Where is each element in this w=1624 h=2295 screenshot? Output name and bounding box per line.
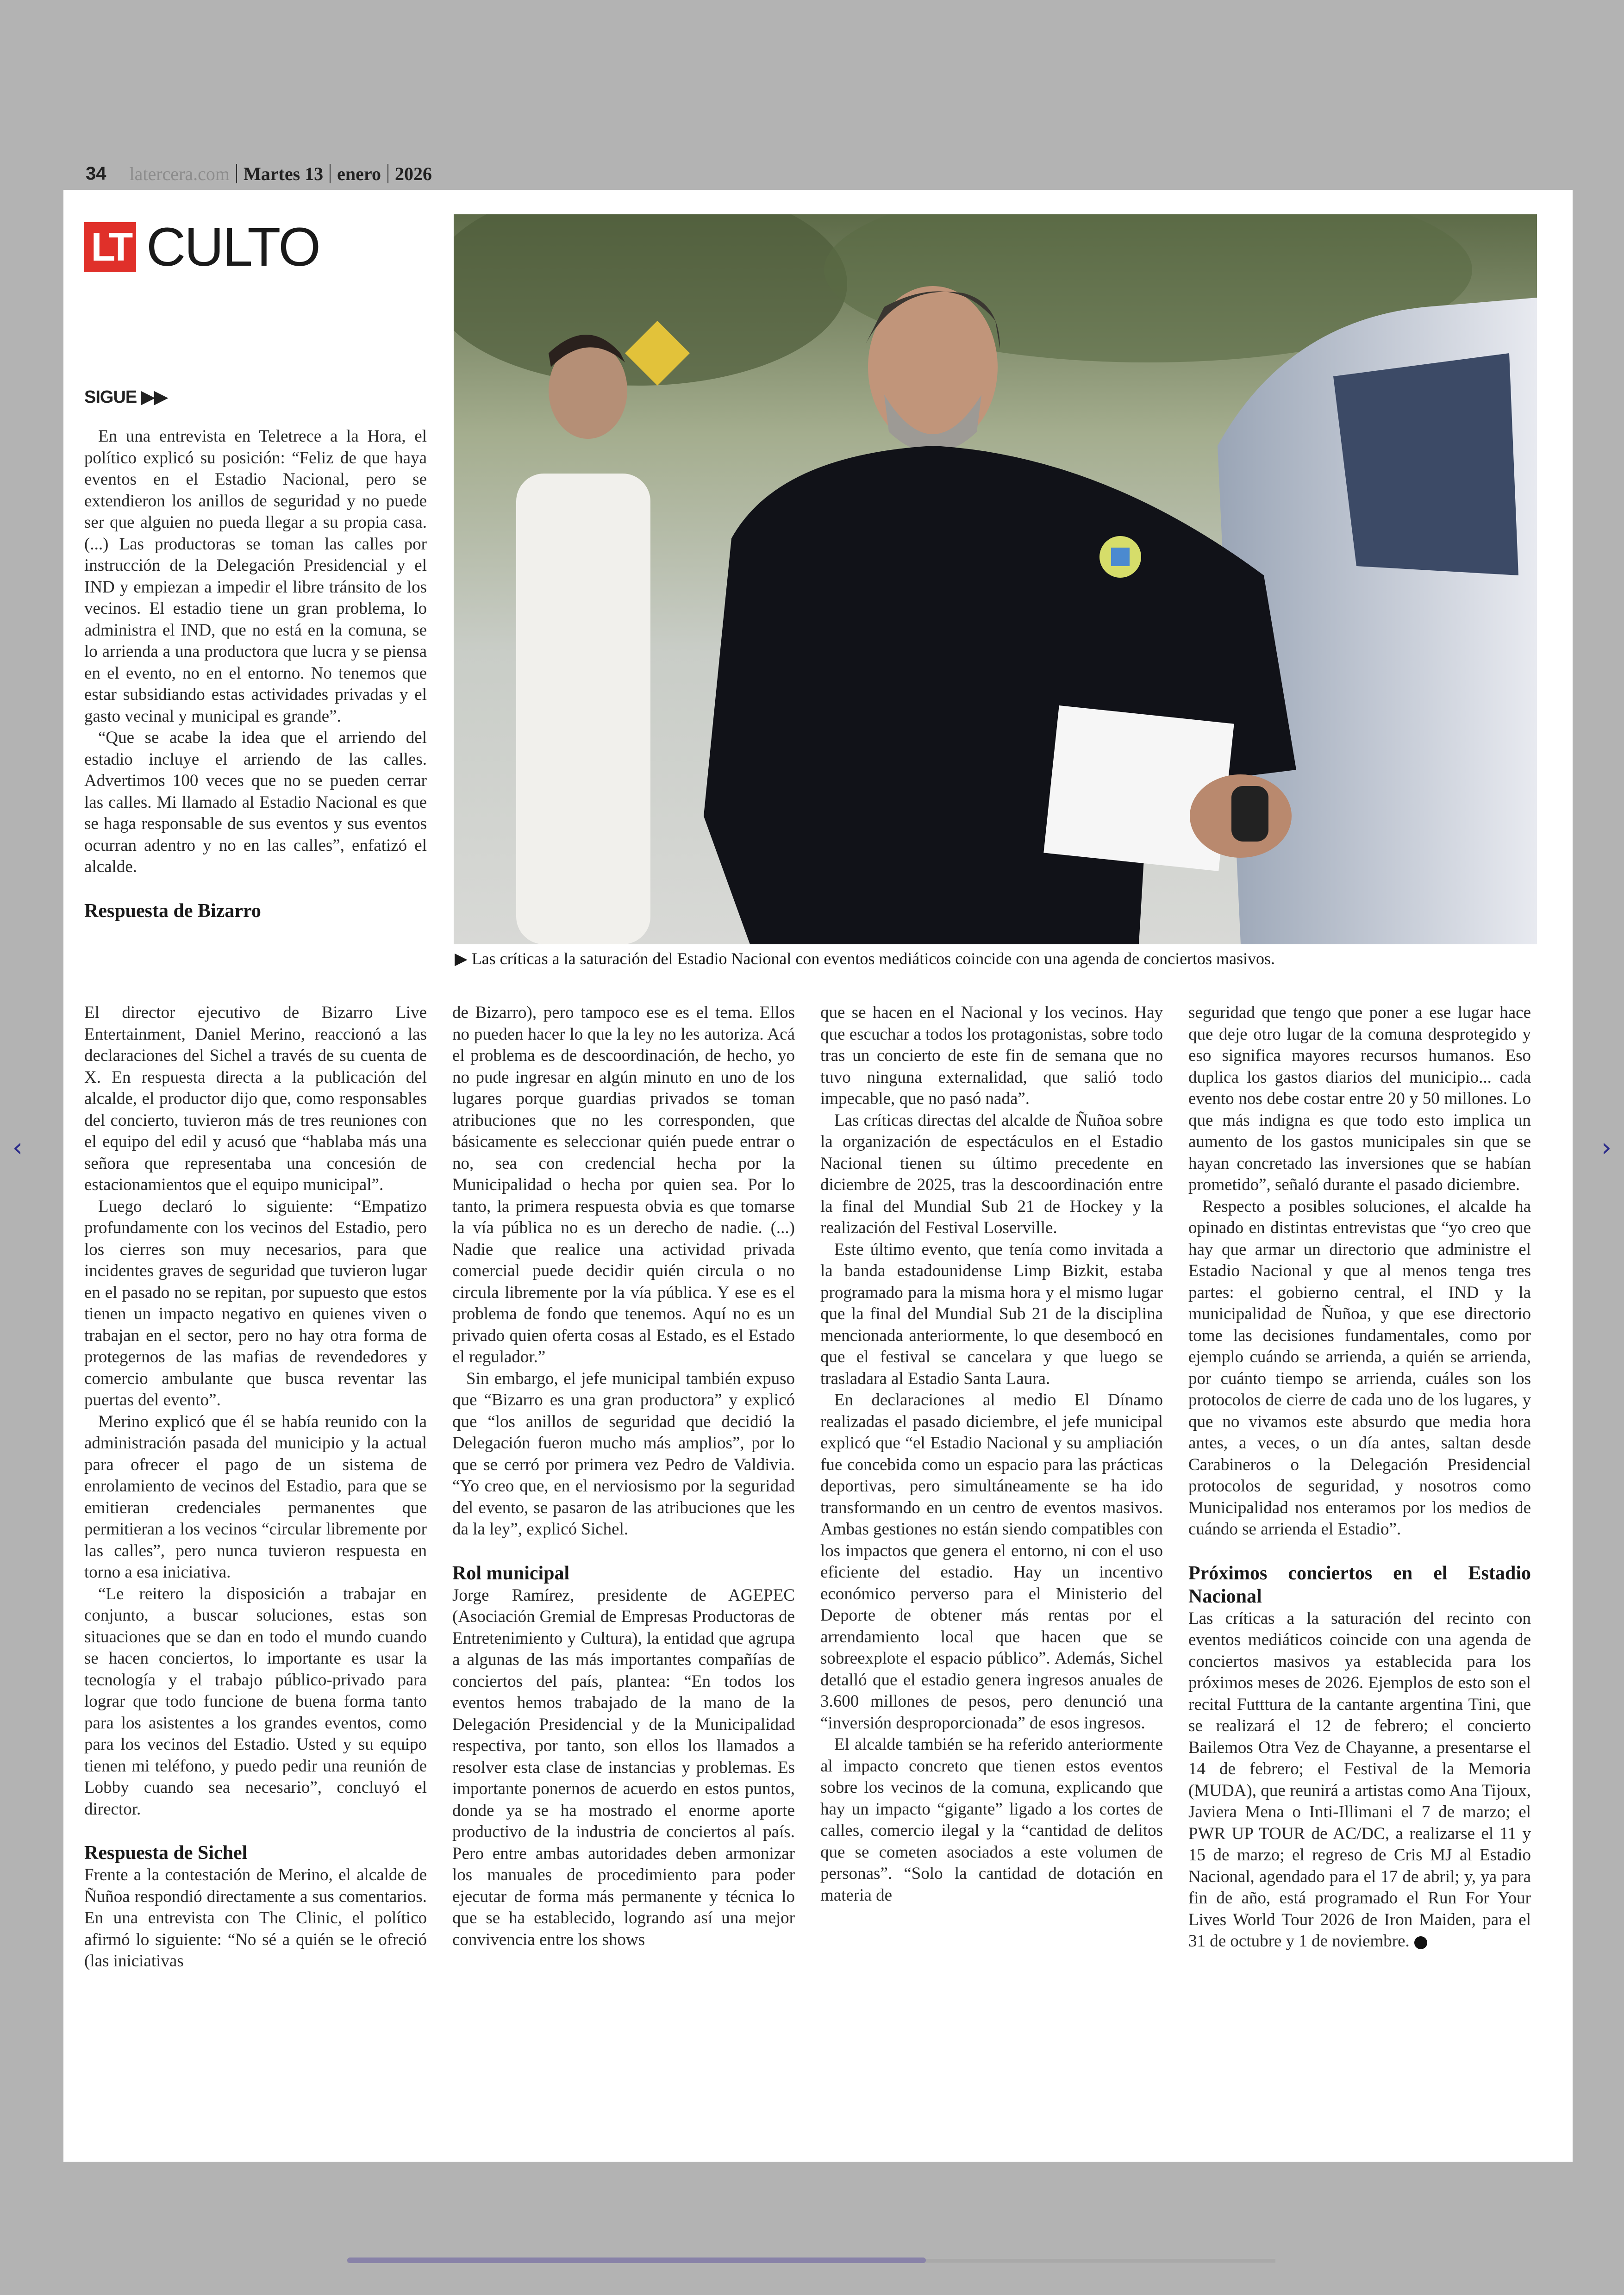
end-mark-icon [1414, 1936, 1427, 1949]
folio-month: enero [337, 163, 381, 184]
subheading: Próximos conciertos en el Estadio Nacional [1188, 1562, 1531, 1607]
folio-day: Martes 13 [244, 163, 324, 184]
photo-caption [455, 949, 1275, 968]
paragraph: de Bizarro), pero tampoco ese es el tema. Ellos no pueden hacer lo que la ley no les autoriza. Acá el problema es de descoordinación, de hecho, yo no pude ingresar en algún minuto en uno de los lugares porque guardias privados se toman atribuciones que no les corresponden, que básicamente es seleccionar quién puede entrar o no, sea con credencial hecha por la Municipalidad o hecha por quien sea. Por lo tanto, la primera respuesta obvia es que tomarse la vía pública no es un derecho de nadie. (...) Nadie que realice una actividad privada comercial puede decidir quién circula o no circula libremente por la vía pública. Y ese es el problema de fondo que tenemos. Aquí no es un privado quien oferta cosas al Estado, es el Estado el regulador.” [452, 1003, 795, 1366]
sigue-label: SIGUE ▶▶ [84, 387, 168, 407]
paragraph: En una entrevista en Teletrece a la Hora, el político explicó su posición: “Feliz de que haya eventos en el Estadio Nacional, pero se extendieron los anillos de seguridad y no puede ser que alguien no pueda llegar a su propia casa. (...) Las productoras se toman las calles por instrucción de la Delegación Presidencial y el IND y empiezan a impedir el libre tránsito de los vecinos. El estadio tiene un gran problema, lo administra el IND, que no está en la comuna, se lo arrienda a una productora que lucra y se piensa en el evento, no en el entorno. No tenemos que estar subsidiando estas actividades privadas y el gasto vecinal y municipal es grande”. [84, 427, 427, 726]
subheading: Rol municipal [452, 1562, 570, 1584]
site-name: latercera.com [129, 163, 230, 184]
prev-page-button[interactable] [4, 1134, 31, 1162]
paragraph: Luego declaró lo siguiente: “Empatizo profundamente con los vecinos del Estadio, pero los cierres son muy necesarios, para que incidentes graves de seguridad que tuvieron lugar en el pasado no se repitan, por supuesto que estos tienen un impacto negativo en quienes viven o trabajan en el sector, pero no hay otra forma de protegernos de las mafias de revendedores y comercio ambulante que busca reventar las puertas del evento”. [84, 1197, 427, 1409]
paragraph: Frente a la contestación de Merino, el alcalde de Ñuñoa respondió directamente a sus comentarios. En una entrevista con The Clinic, el político afirmó lo siguiente: “No sé a quién se le ofreció (las iniciativas [84, 1865, 427, 1971]
paragraph: Respecto a posibles soluciones, el alcalde ha opinado en distintas entrevistas que “yo creo que hay que armar un directorio que administre el Estadio Nacional y que al menos tenga tres partes: el gobierno central, el IND y la municipalidad de Ñuñoa, y que ese directorio tome las decisiones fundamentales, como por ejemplo cuándo se arrienda, a quién se arrienda, por cuánto tiempo se arrienda, cuáles son los protocolos de cierre de cada uno de los lugares, y que no vivamos este absurdo que media hora antes, a veces, o un día antes, saltan desde Carabineros o la Delegación Presidencial protocolos de seguridad, y nosotros como Municipalidad nos enteramos por los medios de cuándo se arrienda el Estadio”. [1188, 1197, 1531, 1539]
paragraph [1188, 1608, 1531, 1952]
section-title: CULTO [146, 217, 320, 278]
article-photo [454, 214, 1537, 944]
chevron-right-icon: › [1601, 1133, 1612, 1163]
paragraph: “Que se acabe la idea que el arriendo del estadio incluye el arriendo de las calles. Advertimos 100 veces que no se pueden cerrar las calles. Mi llamado al Estadio Nacional es que se haga responsable de sus eventos y sus eventos ocurran adentro y no en las calles”, enfatizó el alcalde. [84, 728, 427, 876]
paragraph: que se hacen en el Nacional y los vecinos. Hay que escuchar a todos los protagonistas, sobre todo tras un concierto de este fin de semana que no tuvo ninguna externalidad, que salió todo impecable, que no pasó nada”. [820, 1003, 1163, 1108]
page-number: 34 [86, 163, 106, 184]
caption-marker-icon: ▶ [455, 949, 468, 968]
column-4 [1188, 1002, 1531, 1952]
paragraph: El director ejecutivo de Bizarro Live Entertainment, Daniel Merino, reaccionó a las declaraciones del Sichel a través de su cuenta de X. En respuesta directa a la publicación del alcalde, el productor dijo que, como responsables del concierto, tuvieron más de tres reuniones con el equipo del edil y acusó que “hablaba más una señora que representaba una concesión de estacionamientos que el equipo municipal”. [84, 1003, 427, 1194]
paragraph: Jorge Ramírez, presidente de AGEPEC (Asociación Gremial de Empresas Productoras de Entretenimiento y Cultura), la entidad que agrupa a algunas de las más importantes compañías de conciertos del país, plantea: “En todos los eventos hemos trabajado de la mano de la Delegación Presidencial y de la Municipalidad respectiva, por tanto, son ellos los llamados a resolver esta clase de instancias y problemas. Es importante ponernos de acuerdo en estos puntos, donde ya se ha mostrado el enorme aporte productivo de la industria de conciertos al país. Pero entre ambas autoridades deben armonizar los manuales de procedimiento para poder ejecutar de forma más permanente y técnica lo que se ha establecido, logrando así una mejor convivencia entre los shows [452, 1585, 795, 1949]
paragraph: El alcalde también se ha referido anteriormente al impacto concreto que tienen estos eventos sobre los vecinos de la comuna, explicando que hay un impacto “gigante” ligado a los cortes de calles, comercio ilegal y la “cantidad de delitos que se cometen asociados a este volumen de personas”. “Solo la cantidad de dotación en materia de [820, 1735, 1163, 1905]
section-brand [84, 217, 320, 278]
divider [236, 164, 237, 183]
folio-line [86, 160, 432, 187]
divider [330, 164, 331, 183]
newspaper-page [63, 190, 1573, 2162]
page-scrollbar-thumb[interactable] [347, 2258, 926, 2263]
photo-illustration [454, 214, 1537, 944]
column-1-top [84, 426, 427, 923]
column-2 [452, 1002, 795, 1951]
folio-year: 2026 [394, 163, 432, 184]
subheading: Respuesta de Sichel [84, 1842, 248, 1864]
paragraph: Las críticas directas del alcalde de Ñuñoa sobre la organización de espectáculos en el Estadio Nacional tienen su último precedente en diciembre de 2025, tras la descoordinación entre la final del Mundial Sub 21 de Hockey y la realización del Festival Loserville. [820, 1110, 1163, 1237]
column-1-bottom [84, 1002, 427, 1972]
paragraph: Merino explicó que él se había reunido con la administración pasada del municipio y la actual para ofrecer el pago de un sistema de enrolamiento de vecinos del Estadio, para que se emitieran credenciales permanentes que permitieran a los vecinos “circular libremente por las calles”, pero nunca tuvieron respuesta en torno a esa iniciativa. [84, 1412, 427, 1582]
divider [387, 164, 388, 183]
subheading: Respuesta de Bizarro [84, 900, 261, 922]
paragraph: En declaraciones al medio El Dínamo realizadas el pasado diciembre, el jefe municipal explicó que “el Estadio Nacional y su ampliación fue concebida como un espacio para las prácticas deportivas, pero simultáneamente se ha ido transformando en un centro de eventos masivos. Ambas gestiones no están siendo compatibles con los impactos que genera el entorno, ni con el uso eficiente del estadio. Hay un incentivo económico perverso para el Ministerio del Deporte de obtener más rentas por el arrendamiento local que hacen que se sobreexplote el espacio público”. Además, Sichel detalló que el estadio genera ingresos anuales de 3.600 millones de pesos, pero denunció una “inversión desproporcionada” de esos ingresos. [820, 1391, 1163, 1733]
paragraph: seguridad que tengo que poner a ese lugar hace que deje otro lugar de la comuna desprotegido y eso significa mayores recursos humanos. Eso duplica los gastos diarios del municipio... cada evento nos debe costar entre 20 y 50 millones. Lo que más indigna es que todo esto implica un aumento de los gastos municipales sin que se hayan concretado las inversiones que se habían prometido”, señaló durante el pasado diciembre. [1188, 1003, 1531, 1194]
paragraph: “Le reitero la disposición a trabajar en conjunto, a buscar soluciones, estas son situaciones que se dan en todo el mundo cuando se hacen conciertos, lo importante es usar la tecnología y el trabajo público-privado para lograr que todo funcione de buena forma tanto para los asistentes a los grandes eventos, como para los vecinos del Estadio. Usted y su equipo tienen mi teléfono, y puedo pedir una reunión de Lobby cuando sea necesario”, concluyó el director. [84, 1584, 427, 1819]
paragraph: Este último evento, que tenía como invitada a la banda estadounidense Limp Bizkit, estaba programado para la misma hora y el mismo lugar que la final del Mundial Sub 21 de la disciplina mencionada anteriormente, lo que desembocó en que el festival se cancelara y que luego se trasladara al Estadio Santa Laura. [820, 1240, 1163, 1388]
chevron-left-icon: ‹ [12, 1133, 23, 1163]
lt-logo-icon: LT [84, 222, 136, 272]
column-3 [820, 1002, 1163, 1906]
paragraph-text: Las críticas a la saturación del recinto con eventos mediáticos coincide con una agenda de conciertos masivos ya establecida para los próximos meses de 2026. Ejemplos de esto son el recital Futttura de la cantante argentina Tini, que se realizará el 12 de febrero; el concierto Bailemos Otra Vez de Chayanne, a presentarse el 14 de febrero; el Festival de la Memoria (MUDA), que reunirá a artistas como Ana Tijoux, Javiera Mena o Inti-Illimani el 7 de marzo; el PWR UP TOUR de AC/DC, a realizarse el 11 y 15 de marzo; el regreso de Cris MJ al Estadio Nacional, agendado para el 17 de abril; y, ya para fin de año, está programado el Run For Your Lives World Tour 2026 de Iron Maiden, para el 31 de octubre y 1 de noviembre. [1188, 1609, 1531, 1951]
caption-text: Las críticas a la saturación del Estadio Nacional con eventos mediáticos coincide con una agenda de conciertos masivos. [471, 949, 1275, 968]
paragraph: Sin embargo, el jefe municipal también expuso que “Bizarro es una gran productora” y explicó que “los anillos de seguridad que decidió la Delegación fueron mucho más amplios”, por lo que se cerró por primera vez Pedro de Valdivia. “Yo creo que, en el nerviosismo por la seguridad del evento, se pasaron de las atribuciones que les da la ley”, explicó Sichel. [452, 1369, 795, 1539]
next-page-button[interactable] [1593, 1134, 1620, 1162]
